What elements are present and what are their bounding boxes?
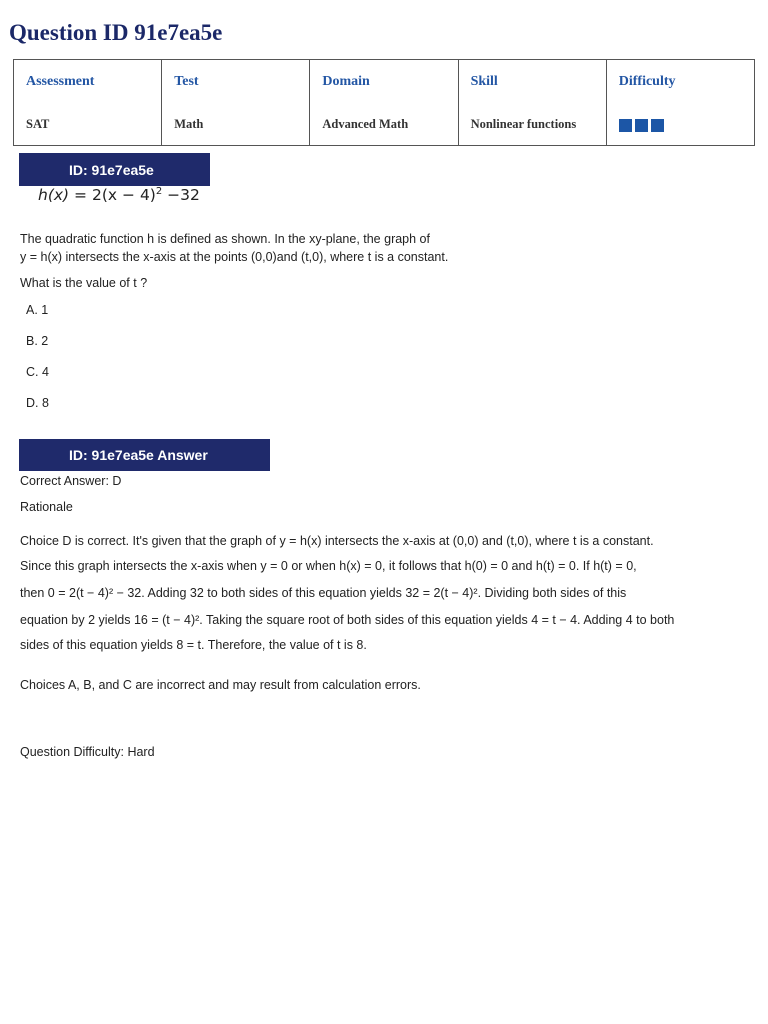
rationale-heading: Rationale: [20, 500, 73, 514]
function-definition: [38, 186, 200, 204]
function-exponent: 2: [155, 186, 163, 197]
rationale-line-5: sides of this equation yields 8 = t. Therefore, the value of t is 8.: [20, 638, 367, 652]
metadata-value-row: [14, 104, 755, 146]
question-line-1: The quadratic function h is defined as shown. In the xy-plane, the graph of: [20, 232, 430, 246]
header-test: Test: [162, 60, 310, 105]
choice-d[interactable]: D. 8: [26, 396, 49, 410]
function-lhs: h(x): [38, 186, 70, 205]
difficulty-bars: [619, 119, 664, 132]
correct-answer: Correct Answer: D: [20, 474, 122, 488]
question-metadata-table: [13, 59, 755, 146]
function-tail: −32: [167, 186, 200, 205]
function-inner: 4): [139, 186, 156, 205]
value-assessment: SAT: [14, 104, 162, 146]
function-minus: −: [122, 186, 135, 205]
answer-id-banner: ID: 91e7ea5e Answer: [19, 439, 270, 471]
function-coef: 2(x: [91, 186, 118, 205]
question-prompt: What is the value of t ?: [20, 276, 148, 290]
header-difficulty: Difficulty: [606, 60, 754, 105]
header-skill: Skill: [458, 60, 606, 105]
difficulty-bar: [635, 119, 648, 132]
value-skill: Nonlinear functions: [458, 104, 606, 146]
rationale-line-3: then 0 = 2(t − 4)² − 32. Adding 32 to both sides of this equation yields 32 = 2(t − 4)². Dividing both sides of this: [20, 586, 627, 600]
value-test: Math: [162, 104, 310, 146]
difficulty-bar: [651, 119, 664, 132]
choice-b[interactable]: B. 2: [26, 334, 49, 348]
value-difficulty: [606, 104, 754, 146]
incorrect-choices-note: Choices A, B, and C are incorrect and may result from calculation errors.: [20, 678, 421, 692]
header-assessment: Assessment: [14, 60, 162, 105]
function-equals: =: [74, 186, 88, 205]
difficulty-bar: [619, 119, 632, 132]
choice-a[interactable]: A. 1: [26, 303, 49, 317]
rationale-line-4: equation by 2 yields 16 = (t − 4)². Taking the square root of both sides of this equation yields 4 = t − 4. Adding 4 to both: [20, 613, 675, 627]
question-line-2: y = h(x) intersects the x-axis at the points (0,0)and (t,0), where t is a constant.: [20, 250, 449, 264]
page-title: Question ID 91e7ea5e: [9, 20, 223, 45]
question-difficulty: Question Difficulty: Hard: [20, 745, 155, 759]
choice-c[interactable]: C. 4: [26, 365, 49, 379]
question-id-banner: ID: 91e7ea5e: [19, 153, 210, 186]
rationale-line-1: Choice D is correct. It's given that the graph of y = h(x) intersects the x-axis at (0,0) and (t,0), where t is a constant.: [20, 534, 654, 548]
rationale-line-2: Since this graph intersects the x-axis when y = 0 or when h(x) = 0, it follows that h(0) = 0 and h(t) = 0. If h(t) = 0,: [20, 559, 637, 573]
value-domain: Advanced Math: [310, 104, 458, 146]
metadata-header-row: [14, 60, 755, 105]
header-domain: Domain: [310, 60, 458, 105]
